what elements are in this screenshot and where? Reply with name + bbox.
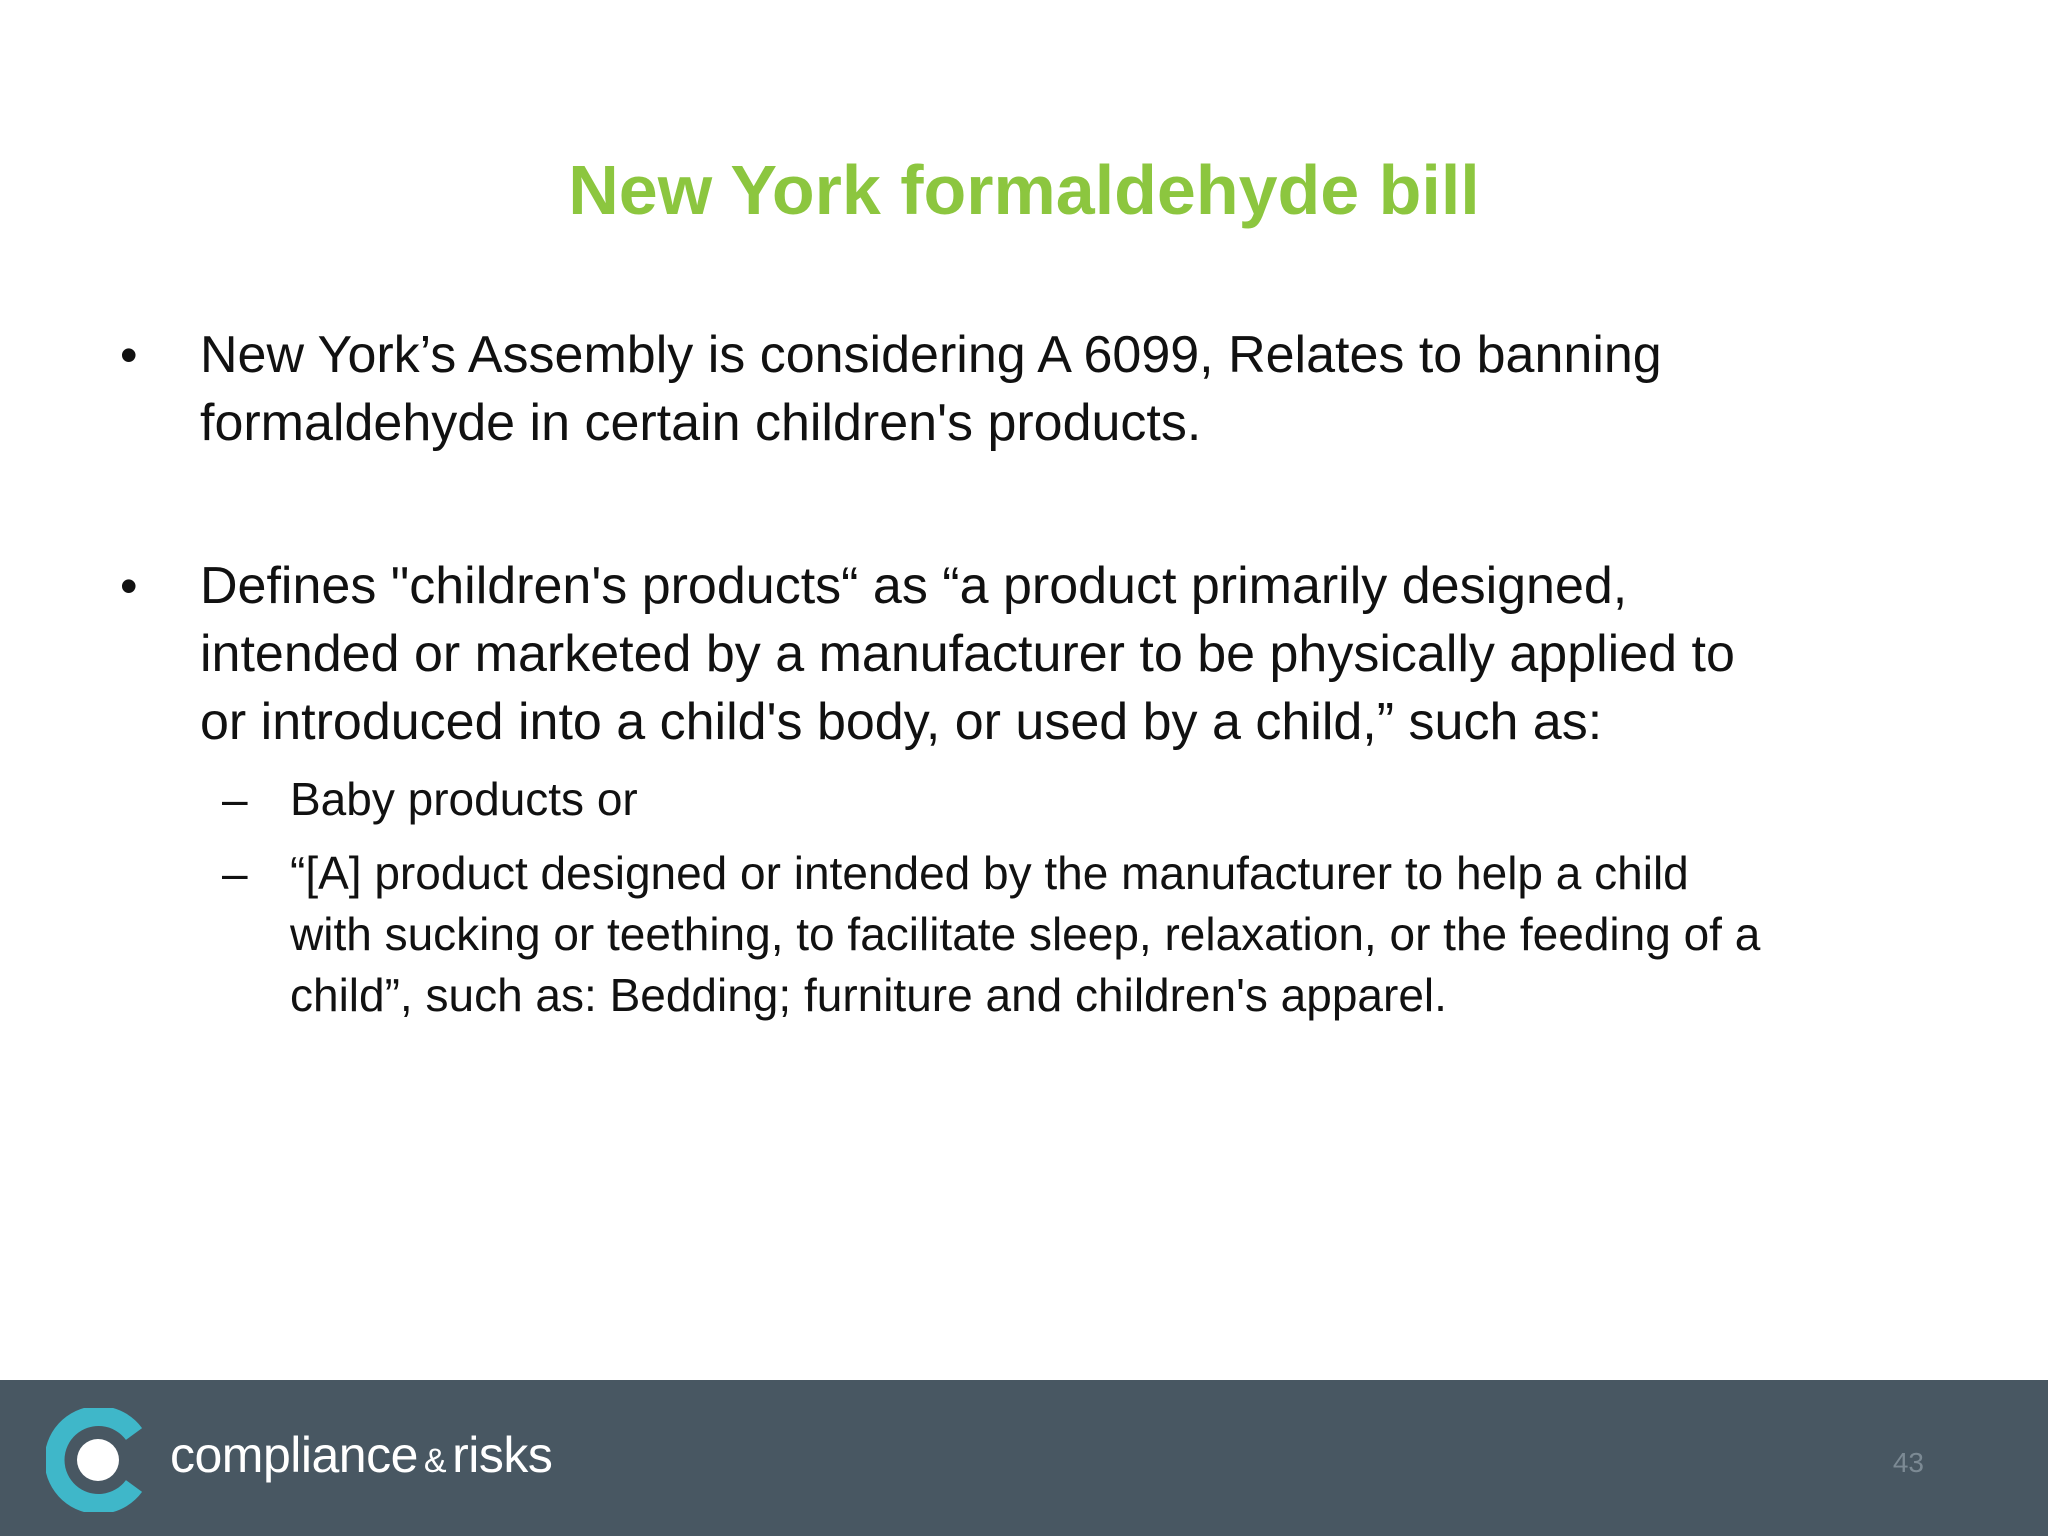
logo-word-risks: risks	[452, 1427, 553, 1483]
bullet-line: New York’s Assembly is considering A 6099, Relates to banning	[200, 326, 1662, 384]
sub-bullet-text	[290, 769, 1990, 830]
company-logo-text	[170, 1420, 552, 1490]
bullet-line: formaldehyde in certain children's products.	[200, 394, 1202, 452]
bullet-marker: •	[120, 327, 138, 383]
page-number: 43	[1892, 1447, 1924, 1478]
slide-title: New York formaldehyde bill	[568, 151, 1480, 229]
bullet-text	[200, 321, 2020, 457]
sub-bullet-item	[222, 769, 1982, 833]
bullet-item	[120, 552, 1920, 762]
sub-bullet-line: Baby products or	[290, 773, 638, 825]
sub-bullet-line: child”, such as: Bedding; furniture and children's apparel.	[290, 969, 1447, 1021]
sub-bullet-item	[222, 843, 1982, 1029]
bullet-line: or introduced into a child's body, or used by a child,” such as:	[200, 693, 1603, 751]
logo-ampersand: &	[423, 1442, 447, 1480]
sub-bullet-line: with sucking or teething, to facilitate sleep, relaxation, or the feeding of a	[290, 908, 1761, 960]
footer-bar	[0, 1380, 2048, 1536]
bullet-text	[200, 552, 2020, 756]
bullet-item	[120, 321, 1920, 461]
bullet-line: intended or marketed by a manufacturer to be physically applied to	[200, 625, 1735, 683]
sub-bullet-text	[290, 843, 1990, 1026]
logo-word-compliance: compliance	[170, 1427, 418, 1483]
bullet-marker: •	[120, 558, 138, 614]
sub-bullet-marker: –	[222, 773, 248, 825]
sub-bullet-line: “[A] product designed or intended by the manufacturer to help a child	[290, 847, 1689, 899]
sub-bullet-marker: –	[222, 847, 248, 899]
bullet-line: Defines "children's products“ as “a product primarily designed,	[200, 557, 1628, 615]
compliance-risks-logo-icon	[46, 1408, 150, 1512]
